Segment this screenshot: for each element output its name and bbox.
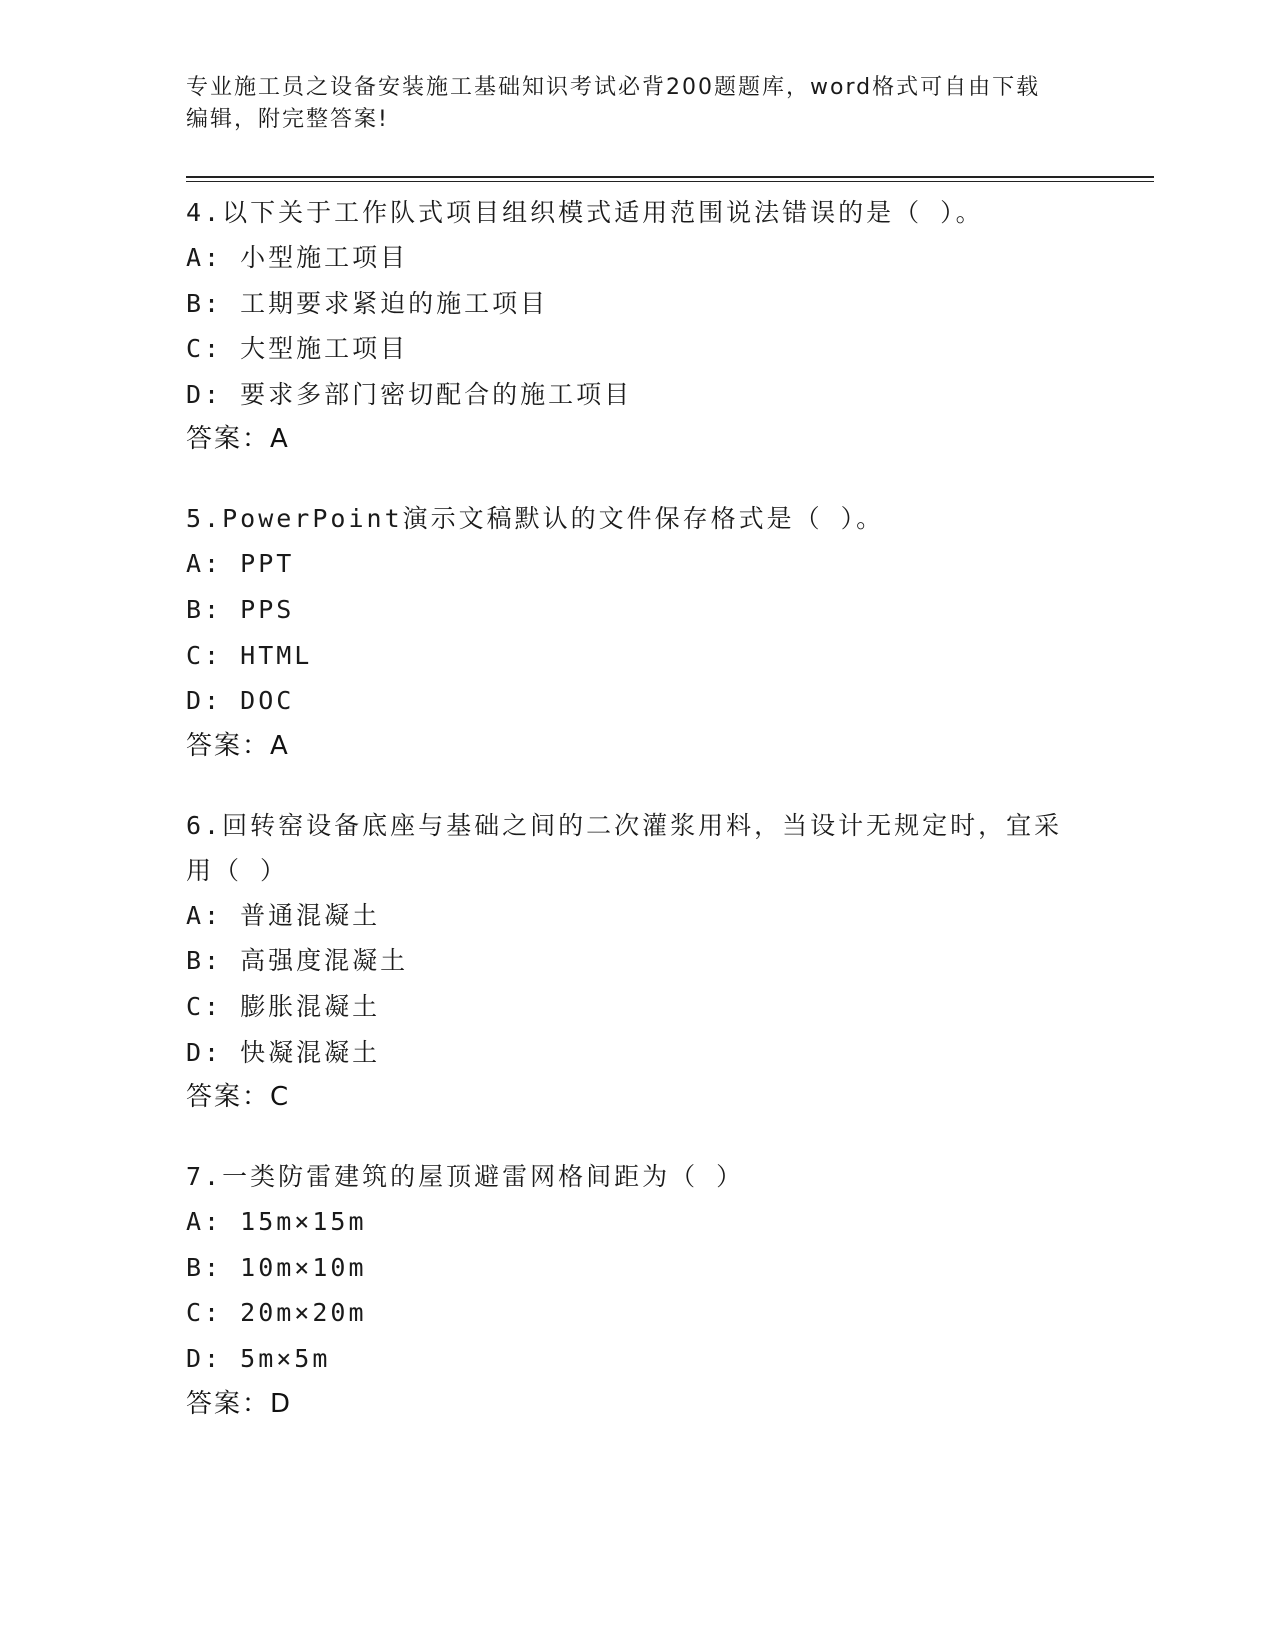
question-stem: 4.以下关于工作队式项目组织模式适用范围说法错误的是（ ）。: [186, 198, 984, 227]
document-header: [186, 72, 1066, 136]
option-d: D: 快凝混凝土: [186, 1037, 381, 1067]
question-7: [186, 1154, 1066, 1426]
question-6: [186, 803, 1066, 1120]
option-b: B: 10m×10m: [186, 1252, 367, 1282]
header-divider-thin: [186, 181, 1154, 182]
answer: 答案：A: [186, 730, 290, 761]
option-b: B: PPS: [186, 594, 295, 624]
question-4: [186, 190, 1066, 462]
option-b: B: 工期要求紧迫的施工项目: [186, 288, 549, 318]
option-a: A: 15m×15m: [186, 1207, 367, 1237]
answer: 答案：D: [186, 1388, 293, 1419]
option-c: C: 膨胀混凝土: [186, 991, 381, 1021]
question-list: [186, 190, 1066, 1461]
option-d: D: 5m×5m: [186, 1343, 331, 1373]
option-b: B: 高强度混凝土: [186, 946, 409, 976]
question-stem: 5.PowerPoint演示文稿默认的文件保存格式是（ ）。: [186, 504, 885, 534]
answer: 答案：C: [186, 1082, 291, 1113]
question-stem: 7.一类防雷建筑的屋顶避雷网格间距为（ ）: [186, 1162, 745, 1192]
option-a: A: PPT: [186, 549, 295, 579]
option-d: D: DOC: [186, 686, 295, 716]
option-a: A: 小型施工项目: [186, 243, 409, 272]
answer: 答案：A: [186, 424, 290, 455]
header-divider-thick: [186, 176, 1154, 178]
option-c: C: 大型施工项目: [186, 334, 409, 364]
header-line-2: 编辑，附完整答案!: [186, 107, 389, 132]
question-stem: 6.回转窑设备底座与基础之间的二次灌浆用料，当设计无规定时，宜采用（ ）: [186, 810, 1063, 885]
header-line-1: 专业施工员之设备安装施工基础知识考试必背200题题库，word格式可自由下载: [186, 75, 1041, 100]
question-5: [186, 496, 1066, 768]
option-c: C: HTML: [186, 640, 313, 670]
option-c: C: 20m×20m: [186, 1298, 367, 1328]
option-a: A: 普通混凝土: [186, 900, 381, 930]
option-d: D: 要求多部门密切配合的施工项目: [186, 379, 633, 409]
